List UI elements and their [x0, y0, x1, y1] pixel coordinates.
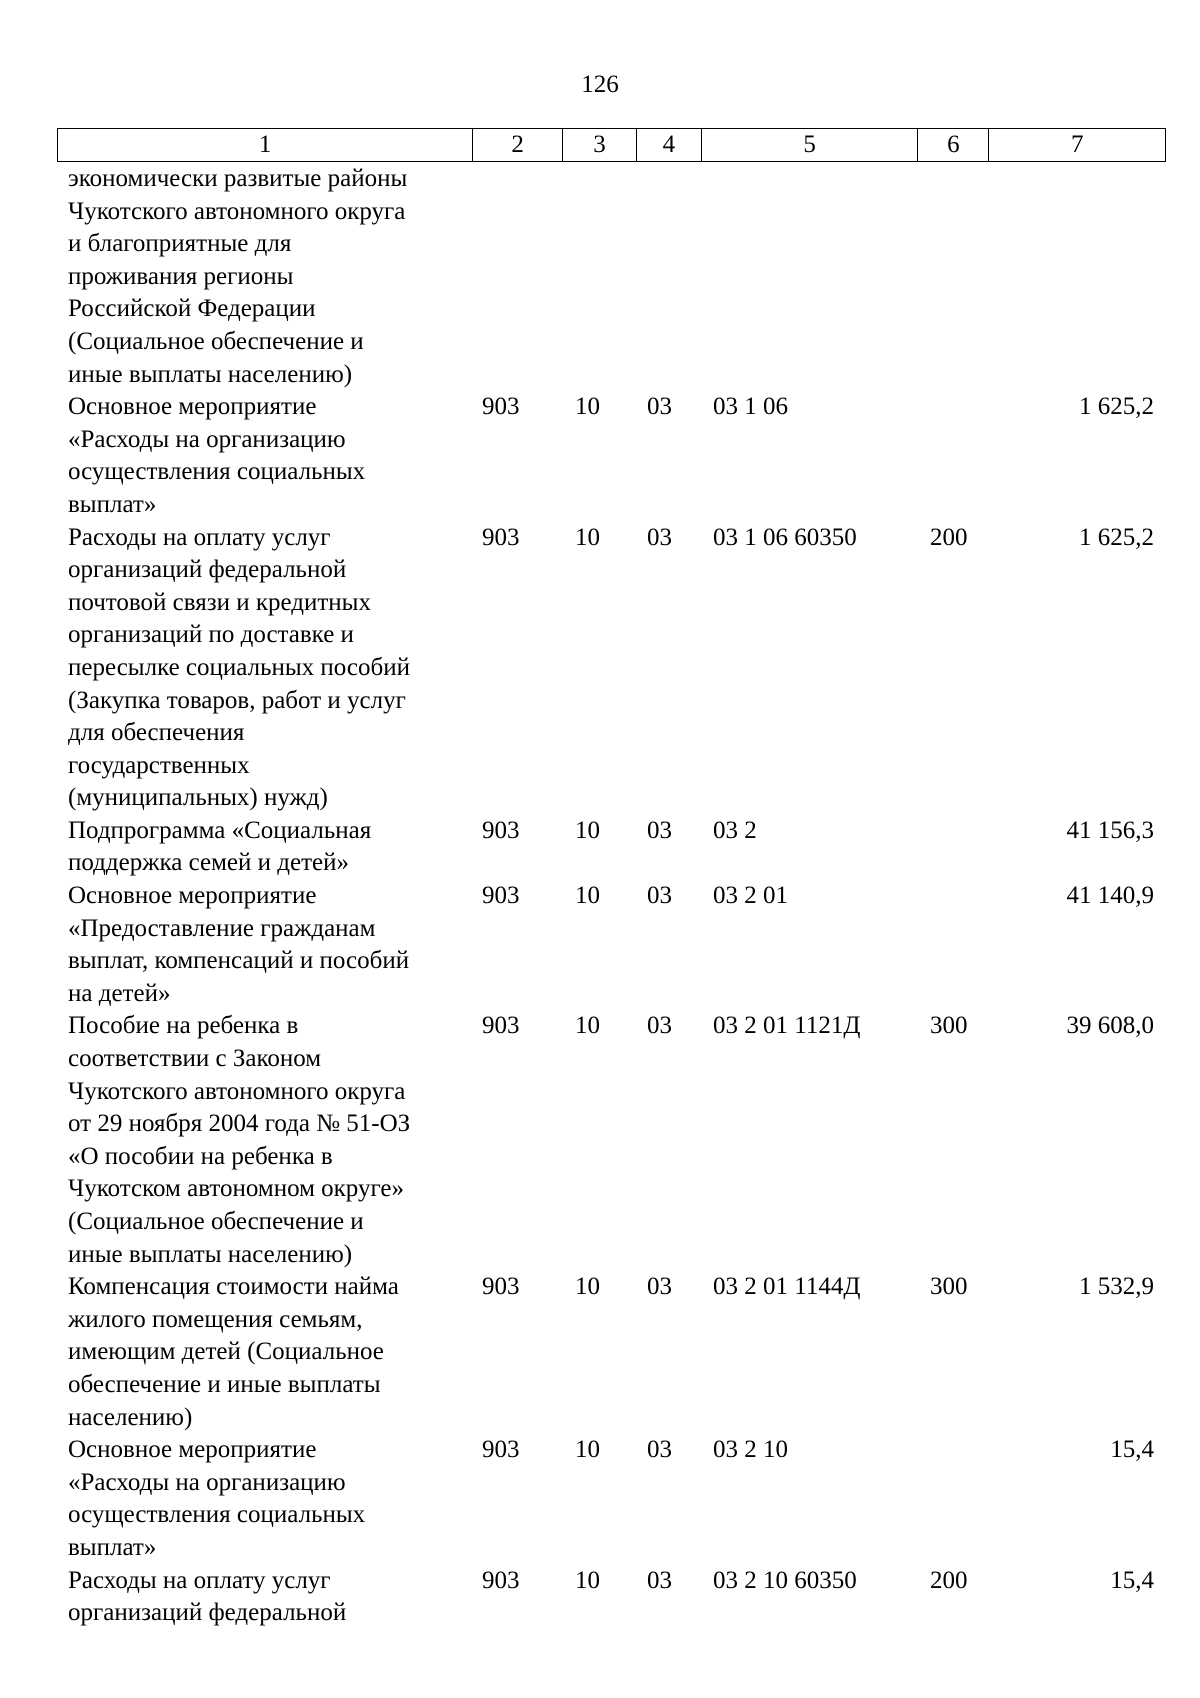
- table-row: [57, 1565, 1166, 1630]
- description-line: экономически развитые районы: [68, 165, 408, 192]
- description-line: организаций федеральной: [68, 1599, 347, 1627]
- expense-type-code: 300: [930, 1273, 968, 1301]
- header-cell-5: 5: [702, 129, 919, 161]
- description-line: Расходы на оплату услуг: [68, 1566, 331, 1594]
- section-code: 10: [575, 1273, 600, 1301]
- ministry-code: 903: [482, 882, 520, 910]
- description-line: имеющим детей (Социальное: [68, 1338, 384, 1366]
- description-line: Пособие на ребенка в: [68, 1012, 299, 1040]
- row-description: [57, 1010, 473, 1271]
- table-row: [57, 522, 1166, 815]
- description-line: и благоприятные для: [68, 230, 292, 258]
- ministry-code: 903: [482, 523, 520, 551]
- description-line: Основное мероприятие: [68, 882, 317, 910]
- table-body: [57, 163, 1166, 1630]
- amount: 41 156,3: [1066, 816, 1154, 844]
- description-line: жилого помещения семьям,: [68, 1305, 363, 1333]
- description-line: выплат»: [68, 490, 157, 518]
- header-cell-7: 7: [1070, 131, 1084, 158]
- row-description: [57, 880, 473, 1010]
- description-line: «Расходы на организацию: [68, 425, 346, 453]
- description-line: иные выплаты населению): [68, 1240, 353, 1268]
- amount: 15,4: [1110, 1436, 1154, 1464]
- subsection-code: 03: [647, 1566, 672, 1594]
- section-code: 10: [575, 1436, 600, 1464]
- expense-type-code: [919, 880, 990, 1010]
- subsection-code: 03: [647, 882, 672, 910]
- expense-type-code: 300: [930, 1012, 968, 1040]
- ministry-code: 903: [482, 1012, 520, 1040]
- description-line: Подпрограмма «Социальная: [68, 816, 372, 844]
- expense-type-code: [919, 815, 990, 880]
- row-description: [57, 1271, 473, 1434]
- expense-type-code: [919, 1434, 990, 1564]
- section-code: 10: [575, 816, 600, 844]
- target-article-code: 03 2: [713, 816, 757, 844]
- description-line: Чукотском автономном округе»: [68, 1175, 404, 1203]
- row-description: [57, 1565, 473, 1630]
- description-line: Расходы на оплату услуг: [68, 523, 331, 551]
- ministry-code: [473, 163, 563, 391]
- description-line: почтовой связи и кредитных: [68, 588, 371, 616]
- amount: 1 532,9: [1079, 1273, 1154, 1301]
- description-line: поддержка семей и детей»: [68, 849, 349, 877]
- table-header: [57, 128, 1166, 162]
- target-article-code: 03 2 01 1121Д: [713, 1012, 861, 1040]
- section-code: 10: [575, 882, 600, 910]
- section-code: 10: [575, 1566, 600, 1594]
- section-code: 10: [575, 1012, 600, 1040]
- description-line: (Закупка товаров, работ и услуг: [68, 686, 406, 714]
- table-row: [57, 815, 1166, 880]
- description-line: проживания регионы: [68, 262, 294, 290]
- amount: [990, 163, 1166, 391]
- description-line: организаций федеральной: [68, 556, 347, 584]
- ministry-code: 903: [482, 1436, 520, 1464]
- amount: 1 625,2: [1079, 523, 1154, 551]
- header-cell-1: 1: [58, 129, 473, 161]
- amount: 15,4: [1110, 1566, 1154, 1594]
- table-row: [57, 163, 1166, 391]
- target-article-code: 03 2 01: [713, 882, 788, 910]
- table-row: [57, 391, 1166, 521]
- expense-type-code: [919, 391, 990, 521]
- description-line: выплат»: [68, 1533, 157, 1561]
- description-line: пересылке социальных пособий: [68, 653, 410, 681]
- description-line: Чукотского автономного округа: [68, 1077, 406, 1105]
- description-line: Российской Федерации: [68, 295, 316, 323]
- description-line: «Предоставление гражданам: [68, 914, 376, 942]
- description-line: населению): [68, 1403, 193, 1431]
- target-article-code: [702, 163, 919, 391]
- description-line: соответствии с Законом: [68, 1045, 322, 1073]
- header-cell-2: 2: [473, 129, 563, 161]
- ministry-code: 903: [482, 1273, 520, 1301]
- row-description: [57, 391, 473, 521]
- expense-type-code: 200: [930, 523, 968, 551]
- description-line: для обеспечения: [68, 719, 245, 747]
- header-cell-4: 4: [637, 129, 702, 161]
- description-line: «Расходы на организацию: [68, 1468, 346, 1496]
- target-article-code: 03 1 06 60350: [713, 523, 857, 551]
- description-line: осуществления социальных: [68, 458, 366, 486]
- description-line: (Социальное обеспечение и: [68, 327, 364, 355]
- description-line: на детей»: [68, 979, 171, 1007]
- target-article-code: 03 1 06: [713, 393, 788, 421]
- subsection-code: 03: [647, 1012, 672, 1040]
- target-article-code: 03 2 10: [713, 1436, 788, 1464]
- description-line: Основное мероприятие: [68, 1436, 317, 1464]
- subsection-code: 03: [647, 1436, 672, 1464]
- subsection-code: [637, 163, 702, 391]
- description-line: организаций по доставке и: [68, 621, 354, 649]
- page-number: 126: [581, 71, 619, 98]
- target-article-code: 03 2 01 1144Д: [713, 1273, 861, 1301]
- description-line: (муниципальных) нужд): [68, 784, 328, 812]
- description-line: обеспечение и иные выплаты: [68, 1370, 381, 1398]
- ministry-code: 903: [482, 816, 520, 844]
- table-row: [57, 1271, 1166, 1434]
- table-row: [57, 880, 1166, 1010]
- row-description: [57, 1434, 473, 1564]
- table-row: [57, 1010, 1166, 1271]
- expense-type-code: 200: [930, 1566, 968, 1594]
- amount: 39 608,0: [1066, 1012, 1154, 1040]
- description-line: от 29 ноября 2004 года № 51-ОЗ: [68, 1110, 411, 1138]
- amount: 1 625,2: [1079, 393, 1154, 421]
- target-article-code: 03 2 10 60350: [713, 1566, 857, 1594]
- description-line: Основное мероприятие: [68, 393, 317, 421]
- header-cell-6: 6: [918, 129, 989, 161]
- description-line: выплат, компенсаций и пособий: [68, 947, 410, 975]
- description-line: (Социальное обеспечение и: [68, 1208, 364, 1235]
- description-line: государственных: [68, 751, 250, 779]
- row-description: [57, 522, 473, 815]
- description-line: иные выплаты населению): [68, 360, 353, 388]
- table-row: [57, 1434, 1166, 1564]
- header-cell-3: 3: [563, 129, 637, 161]
- subsection-code: 03: [647, 393, 672, 421]
- subsection-code: 03: [647, 816, 672, 844]
- section-code: 10: [575, 393, 600, 421]
- expense-type-code: [919, 163, 990, 391]
- description-line: Чукотского автономного округа: [68, 197, 406, 225]
- amount: 41 140,9: [1066, 882, 1154, 910]
- ministry-code: 903: [482, 1566, 520, 1594]
- ministry-code: 903: [482, 393, 520, 421]
- subsection-code: 03: [647, 1273, 672, 1301]
- description-line: Компенсация стоимости найма: [68, 1273, 399, 1301]
- row-description: [57, 815, 473, 880]
- section-code: 10: [575, 523, 600, 551]
- description-line: «О пособии на ребенка в: [68, 1142, 333, 1170]
- section-code: [563, 163, 637, 391]
- row-description: [57, 163, 473, 391]
- subsection-code: 03: [647, 523, 672, 551]
- description-line: осуществления социальных: [68, 1501, 366, 1529]
